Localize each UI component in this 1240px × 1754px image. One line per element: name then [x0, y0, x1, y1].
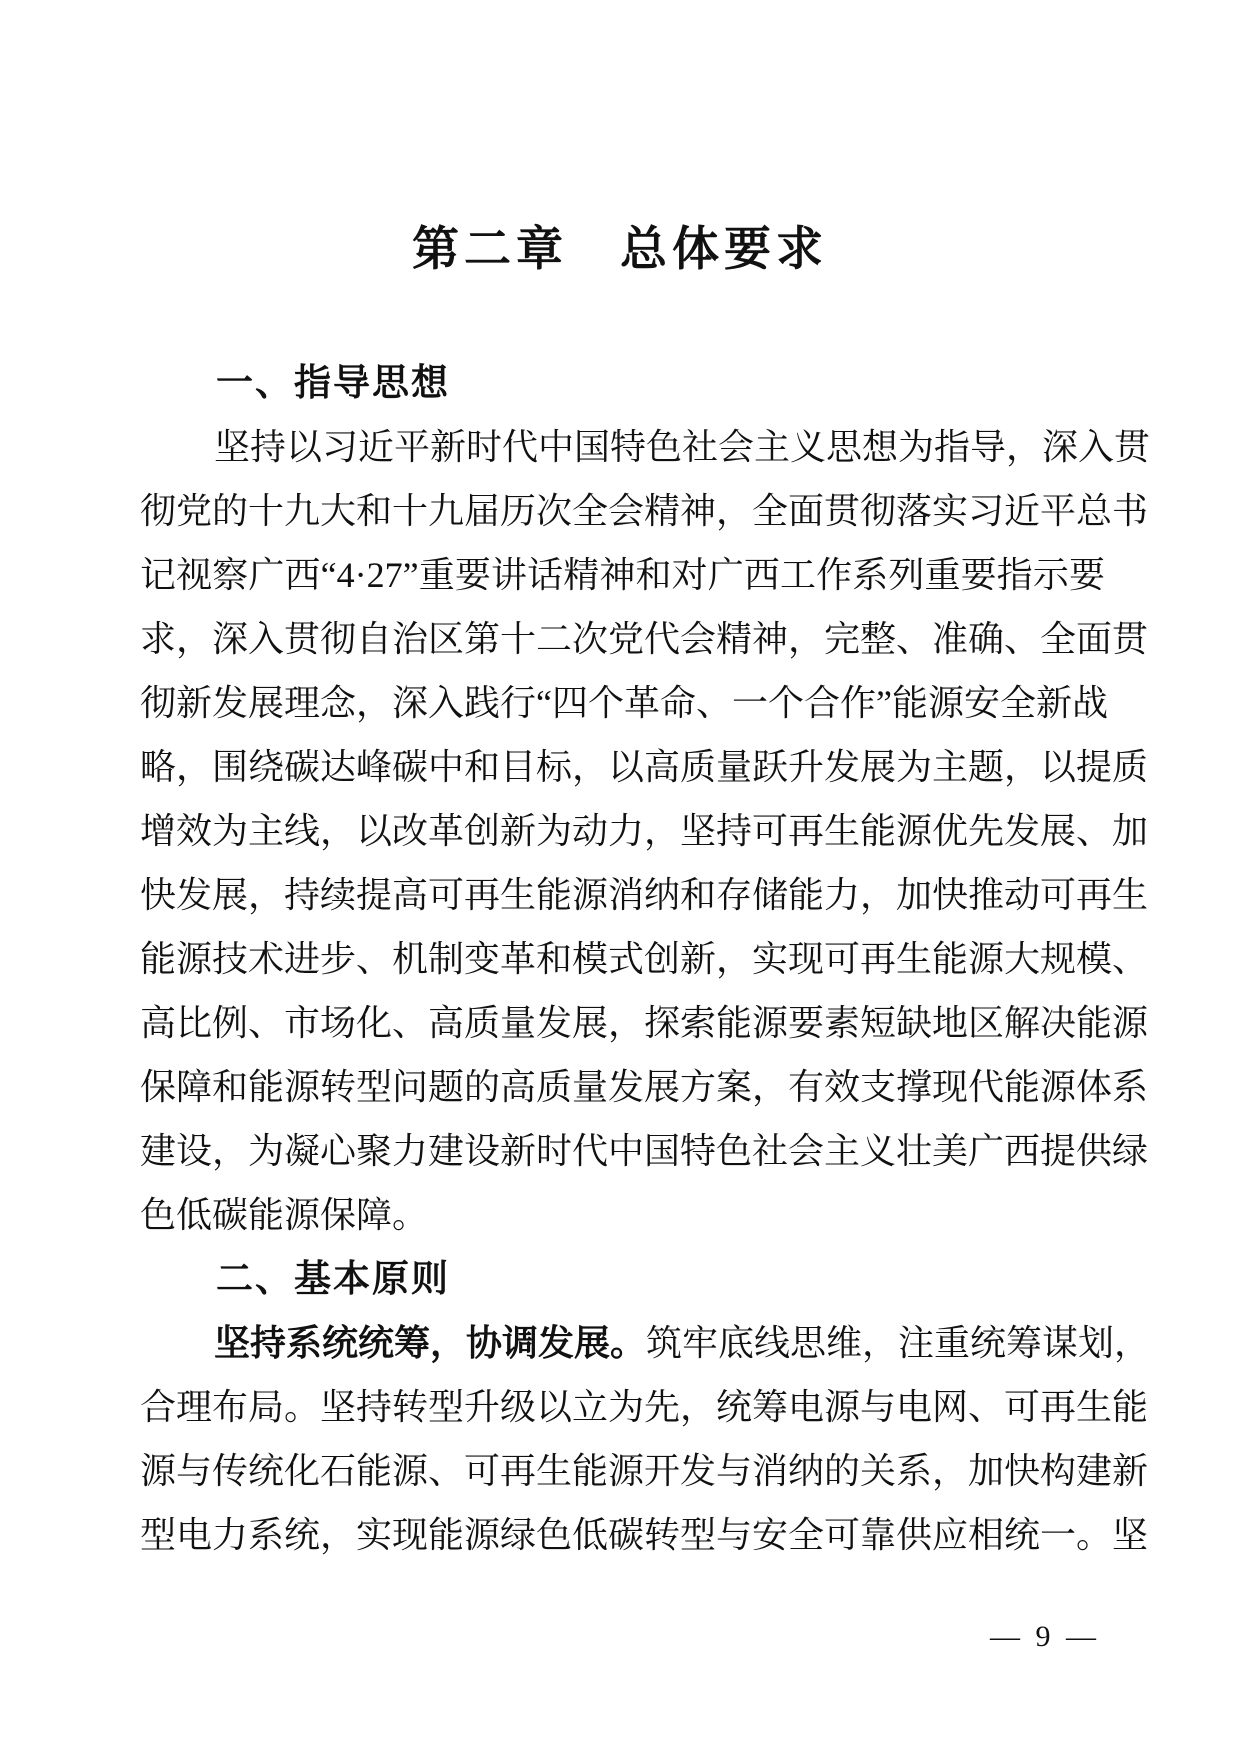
text-line: 合理布局。坚持转型升级以立为先，统筹电源与电网、可再生能 [140, 1387, 1149, 1427]
text-line: 彻新发展理念，深入践行“四个革命、一个合作”能源安全新战 [140, 683, 1108, 723]
text-line: 坚持以习近平新时代中国特色社会主义思想为指导，深入贯 [214, 427, 1151, 467]
text-line: 型电力系统，实现能源绿色低碳转型与安全可靠供应相统一。坚 [140, 1515, 1149, 1555]
chapter-title: 第二章 总体要求 [412, 224, 828, 276]
text-line [140, 1311, 1151, 1375]
text-line: 能源技术进步、机制变革和模式创新，实现可再生能源大规模、 [140, 939, 1149, 979]
section-heading: 二、基本原则 [216, 1258, 450, 1299]
line-text: 筑牢底线思维，注重统筹谋划， [646, 1323, 1151, 1363]
text-line: 色低碳能源保障。 [140, 1195, 429, 1235]
text-line: 记视察广西“4·27”重要讲话精神和对广西工作系列重要指示要 [140, 555, 1105, 595]
text-line: 建设，为凝心聚力建设新时代中国特色社会主义壮美广西提供绿 [140, 1131, 1149, 1171]
bold-lead-text: 坚持系统统筹，协调发展。 [214, 1322, 647, 1363]
document-body [140, 351, 1151, 1567]
text-line: 求，深入贯彻自治区第十二次党代会精神，完整、准确、全面贯 [140, 619, 1149, 659]
text-line: 高比例、市场化、高质量发展，探索能源要素短缺地区解决能源 [140, 1003, 1149, 1043]
text-line: 源与传统化石能源、可再生能源开发与消纳的关系，加快构建新 [140, 1451, 1149, 1491]
text-line: 增效为主线，以改革创新为动力，坚持可再生能源优先发展、加 [140, 811, 1149, 851]
section-heading: 一、指导思想 [216, 362, 450, 403]
page-number: — 9 — [990, 1620, 1100, 1653]
text-line: 略，围绕碳达峰碳中和目标，以高质量跃升发展为主题，以提质 [140, 747, 1149, 787]
text-line: 保障和能源转型问题的高质量发展方案，有效支撑现代能源体系 [140, 1067, 1149, 1107]
text-line: 快发展，持续提高可再生能源消纳和存储能力，加快推动可再生 [140, 875, 1149, 915]
text-line: 彻党的十九大和十九届历次全会精神，全面贯彻落实习近平总书 [140, 491, 1149, 531]
